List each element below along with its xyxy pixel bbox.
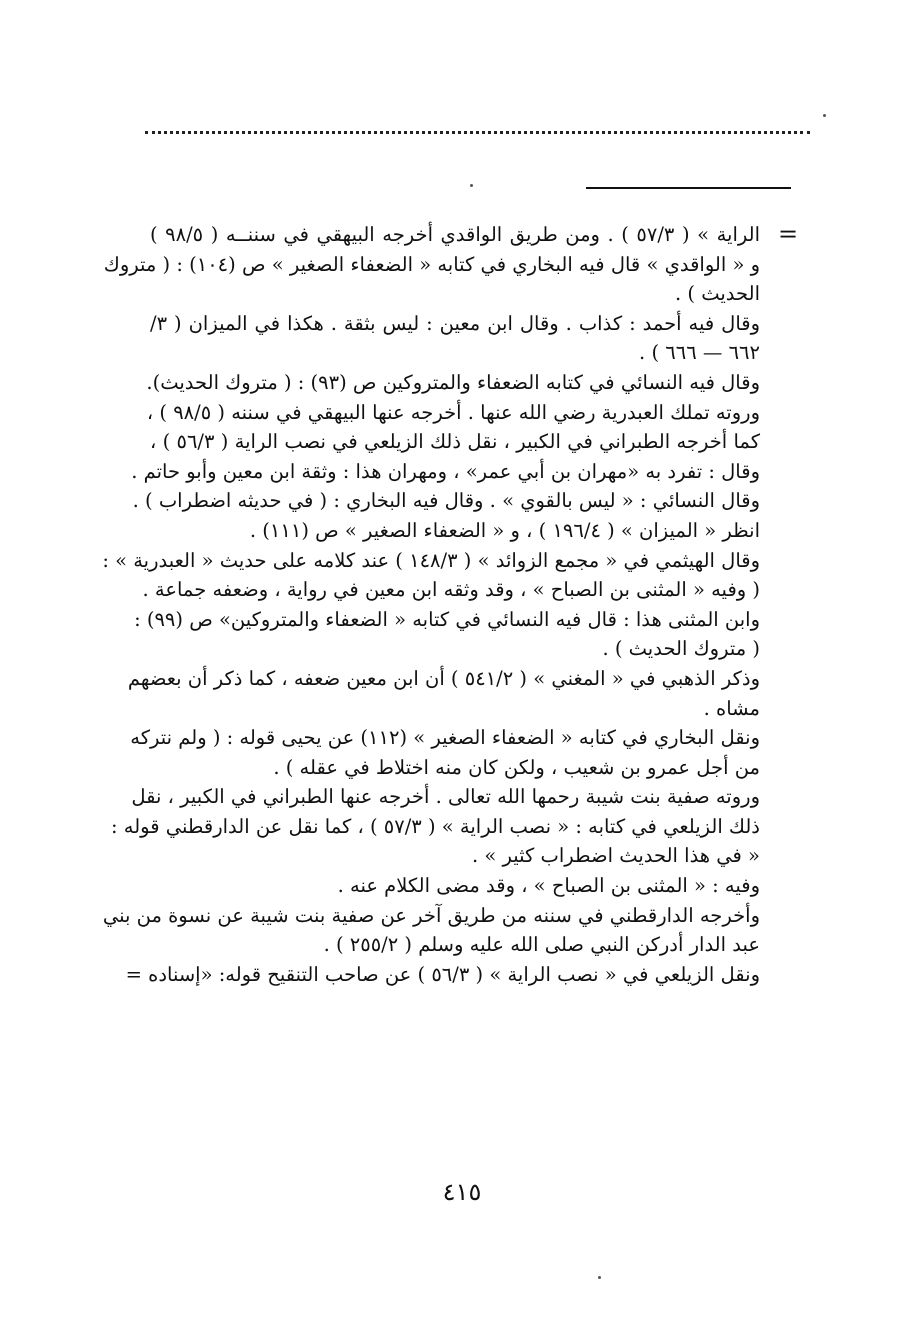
text-line: وذكر الذهبي في « المغني » ( ٥٤١/٢ ) أن ابن معين ضعفه ، كما ذكر أن بعضهم bbox=[127, 666, 760, 690]
text-line: وقال فيه أحمد : كذاب . وقال ابن معين : ليس بثقة . هكذا في الميزان ( ٣/ bbox=[150, 311, 760, 335]
text-line: وابن المثنى هذا : قال فيه النسائي في كتابه « الضعفاء والمتروكين» ص (٩٩) : bbox=[134, 607, 760, 631]
text-line: وقال النسائي : « ليس بالقوي » . وقال فيه البخاري : ( في حديثه اضطراب ) . bbox=[132, 489, 760, 513]
scan-speck bbox=[823, 114, 826, 117]
header-dotted-rule bbox=[145, 131, 810, 138]
text-line: انظر « الميزان » ( ١٩٦/٤ ) ، و « الضعفاء الصغير » ص (١١١) . bbox=[249, 518, 760, 542]
text-line: ونقل الزيلعي في « نصب الراية » ( ٥٦/٣ ) عن صاحب التنقيح قوله: «إسناده = bbox=[125, 962, 760, 986]
page-number: ٤١٥ bbox=[442, 1178, 482, 1206]
text-line: مشاه . bbox=[703, 696, 760, 720]
text-line: وأخرجه الدارقطني في سننه من طريق آخر عن صفية بنت شيبة عن نسوة من بني bbox=[102, 903, 760, 927]
text-line: الراية » ( ٥٧/٣ ) . ومن طريق الواقدي أخرجه البيهقي في سننــه ( ٩٨/٥ ) bbox=[150, 223, 760, 246]
footnote-separator-rule bbox=[586, 187, 791, 189]
footnote-text-block bbox=[102, 220, 760, 989]
text-line: وفيه : « المثنى بن الصباح » ، وقد مضى الكلام عنه . bbox=[337, 874, 760, 898]
text-line: ذلك الزيلعي في كتابه : « نصب الراية » ( ٥٧/٣ ) ، كما نقل عن الدارقطني قوله : bbox=[111, 814, 760, 838]
text-line: عبد الدار أدركن النبي صلى الله عليه وسلم ( ٢٥٥/٢ ) . bbox=[323, 933, 760, 957]
text-line: كما أخرجه الطبراني في الكبير ، نقل ذلك الزيلعي في نصب الراية ( ٥٦/٣ ) ، bbox=[150, 430, 760, 454]
text-line: وروته صفية بنت شيبة رحمها الله تعالى . أخرجه عنها الطبراني في الكبير ، نقل bbox=[131, 785, 760, 809]
text-line: من أجل عمرو بن شعيب ، ولكن كان منه اختلاط في عقله ) . bbox=[273, 755, 760, 779]
text-line: ٦٦٢ — ٦٦٦ ) . bbox=[639, 341, 760, 365]
text-line: و « الواقدي » قال فيه البخاري في كتابه « الضعفاء الصغير » ص (١٠٤) : ( متروك bbox=[103, 252, 760, 276]
text-line: وقال الهيثمي في « مجمع الزوائد » ( ١٤٨/٣ ) عند كلامه على حديث « العبدرية » : bbox=[102, 548, 760, 572]
text-line: وروته تملك العبدرية رضي الله عنها . أخرجه عنها البيهقي في سننه ( ٩٨/٥ ) ، bbox=[146, 400, 760, 424]
text-line: ( وفيه « المثنى بن الصباح » ، وقد وثقه ابن معين في رواية ، وضعفه جماعة . bbox=[142, 578, 760, 602]
text-line: ونقل البخاري في كتابه « الضعفاء الصغير » (١١٢) عن يحيى قوله : ( ولم نتركه bbox=[130, 726, 760, 750]
text-line: وقال فيه النسائي في كتابه الضعفاء والمتروكين ص (٩٣) : ( متروك الحديث). bbox=[146, 370, 760, 394]
text-line: الحديث ) . bbox=[675, 282, 760, 306]
scan-speck bbox=[598, 1276, 601, 1279]
text-line: وقال : تفرد به «مهران بن أبي عمر» ، ومهران هذا : وثقة ابن معين وأبو حاتم . bbox=[131, 459, 760, 483]
scan-speck bbox=[470, 184, 473, 187]
text-line: « في هذا الحديث اضطراب كثير » . bbox=[471, 844, 760, 868]
text-line: ( متروك الحديث ) . bbox=[602, 637, 760, 661]
continuation-mark: = bbox=[778, 220, 799, 248]
